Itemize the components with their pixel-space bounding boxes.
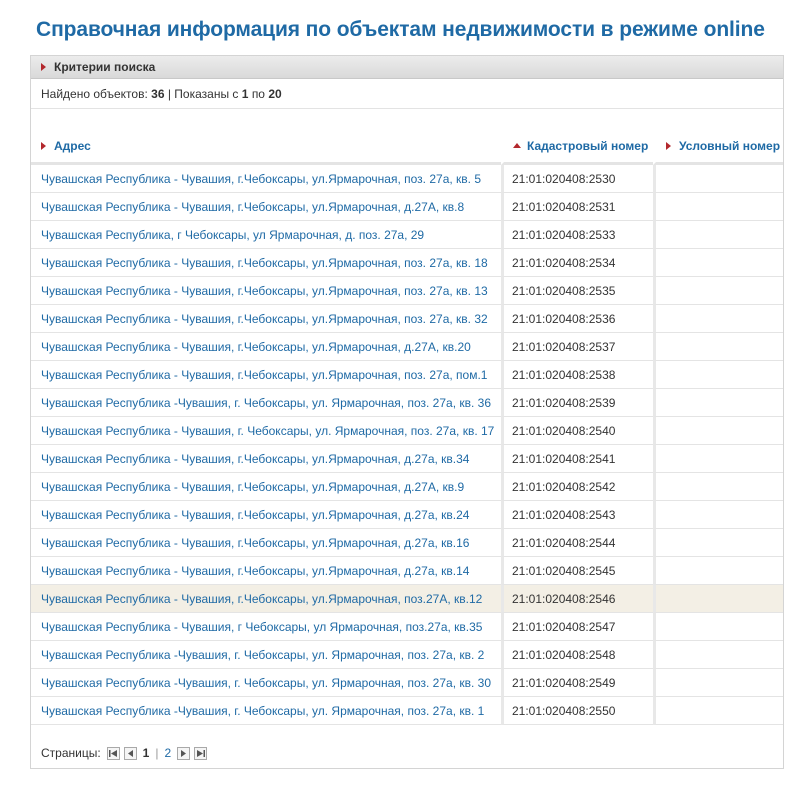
address-link[interactable]: Чувашская Республика - Чувашия, г.Чебоксары, ул.Ярмарочная, поз. 27а, кв. 13	[41, 284, 488, 298]
pager-separator: |	[155, 746, 159, 760]
table-row	[31, 613, 783, 641]
address-cell	[31, 613, 501, 641]
address-link[interactable]: Чувашская Республика - Чувашия, г. Чебоксары, ул. Ярмарочная, поз. 27а, кв. 17	[41, 424, 495, 438]
cadastral-number-cell: 21:01:020408:2544	[501, 529, 653, 557]
address-link[interactable]: Чувашская Республика, г Чебоксары, ул Ярмарочная, д. поз. 27а, 29	[41, 228, 425, 242]
found-label: Найдено объектов:	[41, 86, 148, 101]
address-link[interactable]: Чувашская Республика - Чувашия, г.Чебоксары, ул.Ярмарочная, поз. 27а, кв. 18	[41, 256, 488, 270]
conditional-number-cell	[653, 445, 783, 473]
results-panel	[30, 55, 784, 769]
table-row	[31, 277, 783, 305]
address-link[interactable]: Чувашская Республика - Чувашия, г.Чебоксары, ул.Ярмарочная, поз. 27а, кв. 32	[41, 312, 488, 326]
address-link[interactable]: Чувашская Республика - Чувашия, г Чебоксары, ул Ярмарочная, поз.27а, кв.35	[41, 620, 483, 634]
conditional-number-cell	[653, 641, 783, 669]
table-row	[31, 697, 783, 725]
cadastral-number-cell: 21:01:020408:2541	[501, 445, 653, 473]
conditional-number-cell	[653, 585, 783, 613]
table-row	[31, 361, 783, 389]
address-cell	[31, 557, 501, 585]
page-title: Справочная информация по объектам недвижимости в режиме online	[36, 18, 765, 41]
sort-right-icon	[41, 142, 46, 150]
address-cell	[31, 641, 501, 669]
page-link-2[interactable]: 2	[164, 746, 172, 760]
table-header-row	[31, 130, 783, 165]
cadastral-number-cell: 21:01:020408:2542	[501, 473, 653, 501]
cadastral-number-cell: 21:01:020408:2536	[501, 305, 653, 333]
column-header-address[interactable]	[31, 130, 501, 165]
address-cell	[31, 669, 501, 697]
address-cell	[31, 221, 501, 249]
cadastral-number-cell: 21:01:020408:2548	[501, 641, 653, 669]
table-row	[31, 669, 783, 697]
table-row	[31, 585, 783, 613]
column-label-cadastral: Кадастровый номер	[527, 139, 649, 153]
cadastral-number-cell: 21:01:020408:2549	[501, 669, 653, 697]
address-cell	[31, 473, 501, 501]
address-link[interactable]: Чувашская Республика -Чувашия, г. Чебоксары, ул. Ярмарочная, поз. 27а, кв. 1	[41, 704, 485, 718]
table-row	[31, 221, 783, 249]
last-page-button[interactable]	[194, 747, 207, 760]
shown-to: 20	[268, 86, 282, 101]
first-page-button[interactable]	[107, 747, 120, 760]
table-row	[31, 557, 783, 585]
table-row	[31, 529, 783, 557]
conditional-number-cell	[653, 249, 783, 277]
table-row	[31, 193, 783, 221]
address-link[interactable]: Чувашская Республика - Чувашия, г.Чебоксары, ул.Ярмарочная, поз.27А, кв.12	[41, 592, 483, 606]
address-cell	[31, 417, 501, 445]
cadastral-number-cell: 21:01:020408:2547	[501, 613, 653, 641]
conditional-number-cell	[653, 305, 783, 333]
conditional-number-cell	[653, 613, 783, 641]
table-row	[31, 305, 783, 333]
cadastral-number-cell: 21:01:020408:2534	[501, 249, 653, 277]
conditional-number-cell	[653, 501, 783, 529]
cadastral-number-cell: 21:01:020408:2540	[501, 417, 653, 445]
address-link[interactable]: Чувашская Республика - Чувашия, г.Чебоксары, ул.Ярмарочная, д.27а, кв.16	[41, 536, 470, 550]
table-row	[31, 641, 783, 669]
shown-label: | Показаны с	[167, 86, 239, 101]
address-cell	[31, 305, 501, 333]
table-row	[31, 389, 783, 417]
cadastral-number-cell: 21:01:020408:2530	[501, 165, 653, 193]
address-link[interactable]: Чувашская Республика -Чувашия, г. Чебоксары, ул. Ярмарочная, поз. 27а, кв. 36	[41, 396, 492, 410]
address-link[interactable]: Чувашская Республика - Чувашия, г.Чебоксары, ул.Ярмарочная, поз. 27а, кв. 5	[41, 172, 481, 186]
conditional-number-cell	[653, 669, 783, 697]
cadastral-number-cell: 21:01:020408:2543	[501, 501, 653, 529]
results-summary	[31, 79, 783, 109]
conditional-number-cell	[653, 697, 783, 725]
pagination	[41, 745, 211, 761]
cadastral-number-cell: 21:01:020408:2538	[501, 361, 653, 389]
cadastral-number-cell: 21:01:020408:2539	[501, 389, 653, 417]
table-row	[31, 333, 783, 361]
last-page-icon	[196, 750, 205, 757]
table-row	[31, 165, 783, 193]
address-cell	[31, 333, 501, 361]
next-page-button[interactable]	[177, 747, 190, 760]
conditional-number-cell	[653, 361, 783, 389]
address-cell	[31, 529, 501, 557]
address-cell	[31, 585, 501, 613]
address-cell	[31, 389, 501, 417]
conditional-number-cell	[653, 557, 783, 585]
address-link[interactable]: Чувашская Республика - Чувашия, г.Чебоксары, ул.Ярмарочная, д.27А, кв.9	[41, 480, 465, 494]
conditional-number-cell	[653, 193, 783, 221]
search-criteria-label: Критерии поиска	[54, 60, 156, 74]
conditional-number-cell	[653, 333, 783, 361]
address-cell	[31, 165, 501, 193]
conditional-number-cell	[653, 389, 783, 417]
address-link[interactable]: Чувашская Республика - Чувашия, г.Чебоксары, ул.Ярмарочная, д.27а, кв.14	[41, 564, 470, 578]
pager-label: Страницы:	[41, 746, 101, 760]
cadastral-number-cell: 21:01:020408:2537	[501, 333, 653, 361]
address-link[interactable]: Чувашская Республика - Чувашия, г.Чебоксары, ул.Ярмарочная, поз. 27а, пом.1	[41, 368, 488, 382]
column-header-cadastral[interactable]	[501, 130, 653, 165]
address-link[interactable]: Чувашская Республика - Чувашия, г.Чебоксары, ул.Ярмарочная, д.27А, кв.8	[41, 200, 465, 214]
expand-arrow-icon	[41, 63, 46, 71]
cadastral-number-cell: 21:01:020408:2545	[501, 557, 653, 585]
address-link[interactable]: Чувашская Республика - Чувашия, г.Чебоксары, ул.Ярмарочная, д.27а, кв.24	[41, 508, 470, 522]
address-cell	[31, 697, 501, 725]
sort-ascending-icon	[513, 143, 521, 148]
cadastral-number-cell: 21:01:020408:2550	[501, 697, 653, 725]
current-page: 1	[142, 746, 150, 760]
conditional-number-cell	[653, 473, 783, 501]
address-cell	[31, 361, 501, 389]
first-page-icon	[109, 750, 118, 757]
table-row	[31, 445, 783, 473]
cadastral-number-cell: 21:01:020408:2533	[501, 221, 653, 249]
table-row	[31, 501, 783, 529]
conditional-number-cell	[653, 277, 783, 305]
address-link[interactable]: Чувашская Республика -Чувашия, г. Чебоксары, ул. Ярмарочная, поз. 27а, кв. 2	[41, 648, 485, 662]
column-header-conditional[interactable]	[653, 130, 783, 165]
column-label-address: Адрес	[54, 139, 91, 153]
prev-page-icon	[127, 750, 134, 757]
address-cell	[31, 445, 501, 473]
conditional-number-cell	[653, 221, 783, 249]
sort-right-icon	[666, 142, 671, 150]
address-cell	[31, 277, 501, 305]
table-row	[31, 249, 783, 277]
conditional-number-cell	[653, 529, 783, 557]
search-criteria-toggle[interactable]	[31, 56, 783, 79]
column-label-conditional: Условный номер	[679, 139, 781, 153]
address-link[interactable]: Чувашская Республика - Чувашия, г.Чебоксары, ул.Ярмарочная, д.27А, кв.20	[41, 340, 471, 354]
conditional-number-cell	[653, 165, 783, 193]
address-cell	[31, 501, 501, 529]
address-link[interactable]: Чувашская Республика -Чувашия, г. Чебоксары, ул. Ярмарочная, поз. 27а, кв. 30	[41, 676, 492, 690]
address-link[interactable]: Чувашская Республика - Чувашия, г.Чебоксары, ул.Ярмарочная, д.27а, кв.34	[41, 452, 470, 466]
shown-from: 1	[241, 86, 249, 101]
shown-to-label: по	[251, 86, 265, 101]
next-page-icon	[180, 750, 187, 757]
cadastral-number-cell: 21:01:020408:2535	[501, 277, 653, 305]
address-cell	[31, 193, 501, 221]
results-body	[31, 165, 783, 725]
cadastral-number-cell: 21:01:020408:2531	[501, 193, 653, 221]
results-table	[31, 130, 783, 725]
conditional-number-cell	[653, 417, 783, 445]
table-row	[31, 473, 783, 501]
prev-page-button[interactable]	[124, 747, 137, 760]
address-cell	[31, 249, 501, 277]
cadastral-number-cell: 21:01:020408:2546	[501, 585, 653, 613]
found-count: 36	[151, 86, 165, 101]
table-row	[31, 417, 783, 445]
